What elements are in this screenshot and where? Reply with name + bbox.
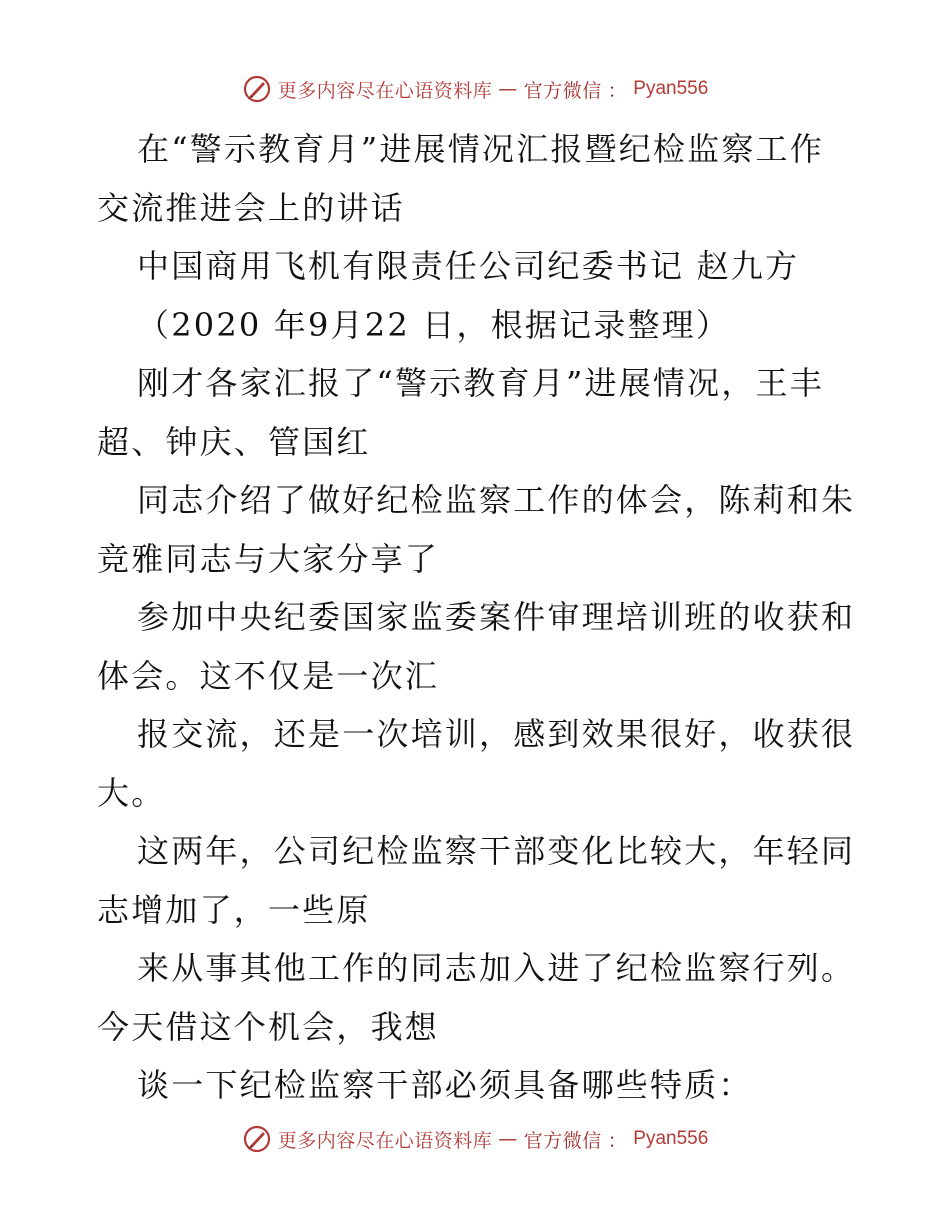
- watermark-label: 官方微信: [523, 79, 602, 102]
- date-note: （2020 年9月22 日，根据记录整理）: [137, 305, 731, 344]
- watermark-wechat-id: Pyan556: [633, 78, 709, 99]
- watermark-brand: 更多内容尽在心语资料库: [277, 1129, 493, 1152]
- paragraph: 同志介绍了做好纪检监察工作的体会，陈莉和朱竞雅同志与大家分享了: [97, 481, 856, 578]
- watermark-brand: 更多内容尽在心语资料库: [277, 79, 493, 102]
- header-watermark: [0, 74, 950, 104]
- paragraph: 参加中央纪委国家监委案件审理培训班的收获和体会。这不仅是一次汇: [97, 598, 856, 695]
- footer-watermark: [0, 1124, 950, 1154]
- watermark-dash: —: [498, 78, 518, 100]
- paragraph: 来从事其他工作的同志加入进了纪检监察行列。今天借这个机会，我想: [97, 949, 856, 1046]
- paragraph: 报交流，还是一次培训，感到效果很好，收获很大。: [97, 715, 856, 812]
- watermark-separator: ：: [607, 1129, 628, 1152]
- watermark-wechat-id: Pyan556: [633, 1128, 709, 1149]
- document-body: [97, 120, 857, 1115]
- paragraph: 刚才各家汇报了“警示教育月”进展情况，王丰超、钟庆、管国红: [97, 364, 824, 461]
- paragraph: 这两年，公司纪检监察干部变化比较大，年轻同志增加了，一些原: [97, 832, 856, 929]
- speaker-line: 中国商用飞机有限责任公司纪委书记 赵九方: [137, 247, 800, 285]
- document-title: 在“警示教育月”进展情况汇报暨纪检监察工作交流推进会上的讲话: [97, 130, 824, 227]
- paragraph: 谈一下纪检监察干部必须具备哪些特质：: [137, 1066, 753, 1104]
- watermark-separator: ：: [607, 79, 628, 102]
- watermark-label: 官方微信: [523, 1129, 602, 1152]
- quill-pen-logo-icon: [242, 1124, 272, 1154]
- quill-pen-logo-icon: [242, 74, 272, 104]
- watermark-dash: —: [498, 1128, 518, 1150]
